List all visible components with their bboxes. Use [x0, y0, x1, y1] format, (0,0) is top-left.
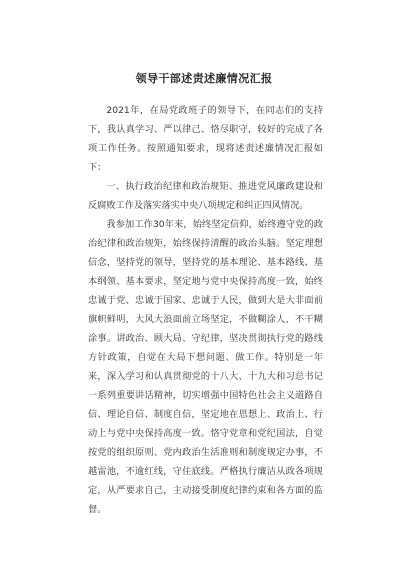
document-body — [88, 101, 323, 519]
document-title: 领导干部述责述廉情况汇报 — [135, 72, 273, 85]
paragraph-section-heading: 一、执行政治纪律和政治规矩、推进党风廉政建设和反腐败工作及落实落实中央八项规定和纠正四风情况。 — [88, 181, 323, 211]
paragraph-intro: 2021年，在局党政班子的领导下，在同志们的支持下，我认真学习、严以律己、恪尽职守，较好的完成了各项工作任务。按照通知要求，现将述责述廉情况汇报如下： — [88, 105, 323, 173]
paragraph-body: 我参加工作30年来，始终坚定信仰，始终遵守党的政治纪律和政治规矩，始终保持清醒的政治头脑。坚定理想信念，坚持党的领导，坚持党的基本理论、基本路线、基本纲领、基本要求，坚定地与党中央保持高度一致，始终忠诚于党、忠诚于国家、忠诚于人民，做到大是大非面前旗帜鲜明，大风大浪面前立场坚定，不做糊涂人，不干糊涂事。讲政治、顾大局、守纪律，坚决贯彻执行党的路线方针政策，自觉在大局下想问题、做工作。特别是一年来，深入学习和认真贯彻党的十八大、十九大和习总书记一系列重要讲话精神，切实增强中国特色社会主义道路自信、理论自信、制度自信，坚定地在思想上、政治上、行动上与党中央保持高度一致。恪守党章和党纪国法，自觉按党的组织原则、党内政治生活准则和制度规定办事，不越雷池，不逾红线，守住底线。严格执行廉洁从政各项规定，从严要求自己，主动接受制度纪律约束和各方面的监督。 — [88, 219, 323, 515]
